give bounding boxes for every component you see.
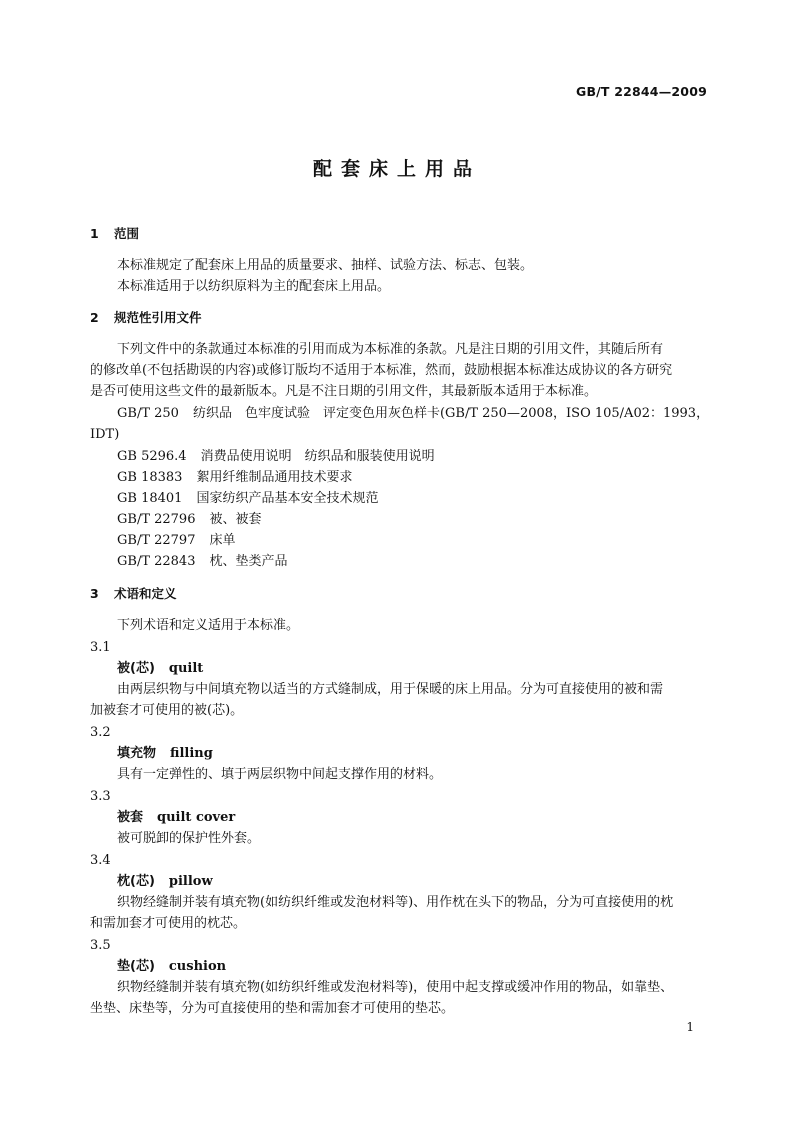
- reference-item: [117, 552, 737, 572]
- section-3-heading: [90, 584, 710, 604]
- term-number: 3.2: [90, 725, 111, 740]
- reference-code: GB/T 22797: [117, 533, 196, 548]
- term-definition: 和需加套才可使用的枕芯。: [90, 916, 247, 931]
- term-cn: 被套: [117, 810, 144, 825]
- term-en: quilt cover: [157, 810, 236, 825]
- reference-code: GB/T 22843: [117, 554, 196, 569]
- term-en: filling: [170, 746, 213, 761]
- reference-item: [117, 531, 737, 551]
- reference-item: [117, 404, 737, 424]
- term-cn: 被(芯): [117, 661, 155, 676]
- reference-code: GB 18383: [117, 470, 183, 485]
- term-en: quilt: [168, 661, 204, 676]
- scope-paragraph-2: 本标准适用于以纺织原料为主的配套床上用品。: [117, 279, 391, 294]
- term-cn: 垫(芯): [117, 959, 155, 974]
- reference-title: 床单: [209, 533, 236, 548]
- section-2-heading: [90, 308, 710, 328]
- term-cn: 填充物: [117, 746, 157, 761]
- term-en: pillow: [168, 874, 213, 889]
- normative-paragraph-line: 下列文件中的条款通过本标准的引用而成为本标准的条款。凡是注日期的引用文件，其随后所有: [117, 342, 664, 357]
- section-title: 术语和定义: [114, 586, 177, 601]
- reference-code: GB/T 250: [117, 406, 179, 421]
- reference-code: GB 18401: [117, 491, 183, 506]
- standard-code: GB/T 22844—2009: [575, 84, 707, 99]
- reference-item: [117, 468, 737, 488]
- term-heading: [117, 957, 737, 977]
- term-cn: 枕(芯): [117, 874, 155, 889]
- reference-title: 消费品使用说明 纺织品和服装使用说明: [200, 449, 435, 464]
- term-definition: 由两层织物与中间填充物以适当的方式缝制成，用于保暖的床上用品。分为可直接使用的被和需: [117, 682, 664, 697]
- term-heading: [117, 659, 737, 679]
- section-number: 1: [90, 226, 99, 241]
- reference-code: GB 5296.4: [117, 449, 187, 464]
- term-number: 3.5: [90, 938, 111, 953]
- section-title: 范围: [114, 226, 140, 241]
- scope-paragraph-1: 本标准规定了配套床上用品的质量要求、抽样、试验方法、标志、包装。: [117, 258, 534, 273]
- reference-title: 国家纺织产品基本安全技术规范: [196, 491, 379, 506]
- reference-title: 絮用纤维制品通用技术要求: [196, 470, 353, 485]
- normative-paragraph-line: 是否可使用这些文件的最新版本。凡是不注日期的引用文件，其最新版本适用于本标准。: [90, 384, 598, 399]
- section-title: 规范性引用文件: [114, 310, 202, 325]
- page-number: 1: [686, 1020, 694, 1034]
- term-en: cushion: [168, 959, 227, 974]
- term-number: 3.4: [90, 853, 111, 868]
- reference-title: 纺织品 色牢度试验 评定变色用灰色样卡(GB/T 250—2008，ISO 105/A02：1993，: [192, 406, 710, 421]
- reference-title: 被、被套: [209, 512, 262, 527]
- reference-code: GB/T 22796: [117, 512, 196, 527]
- reference-item: [117, 510, 737, 530]
- term-definition: 被可脱卸的保护性外套。: [117, 831, 261, 846]
- document-title: 配套床上用品: [312, 158, 481, 180]
- section-number: 3: [90, 586, 99, 601]
- term-definition: 织物经缝制并装有填充物(如纺织纤维或发泡材料等)、用作枕在头下的物品，分为可直接使用的枕: [117, 895, 674, 910]
- reference-title: 枕、垫类产品: [209, 554, 288, 569]
- term-heading: [117, 744, 737, 764]
- term-definition: 加被套才可使用的被(芯)。: [90, 703, 244, 718]
- term-definition: 坐垫、床垫等，分为可直接使用的垫和需加套才可使用的垫芯。: [90, 1001, 455, 1016]
- reference-item: [117, 489, 737, 509]
- reference-item: [117, 447, 737, 467]
- term-number: 3.1: [90, 640, 111, 655]
- term-heading: [117, 872, 737, 892]
- normative-paragraph-line: 的修改单(不包括勘误的内容)或修订版均不适用于本标准，然而，鼓励根据本标准达成协议的各方研究: [90, 363, 673, 378]
- term-definition: 织物经缝制并装有填充物(如纺织纤维或发泡材料等)，使用中起支撑或缓冲作用的物品，如靠垫、: [117, 980, 674, 995]
- reference-continuation: IDT): [90, 427, 120, 442]
- section-number: 2: [90, 310, 99, 325]
- section-1-heading: [90, 224, 710, 244]
- term-definition: 具有一定弹性的、填于两层织物中间起支撑作用的材料。: [117, 767, 443, 782]
- term-heading: [117, 808, 737, 828]
- term-number: 3.3: [90, 789, 111, 804]
- terms-intro: 下列术语和定义适用于本标准。: [117, 618, 300, 633]
